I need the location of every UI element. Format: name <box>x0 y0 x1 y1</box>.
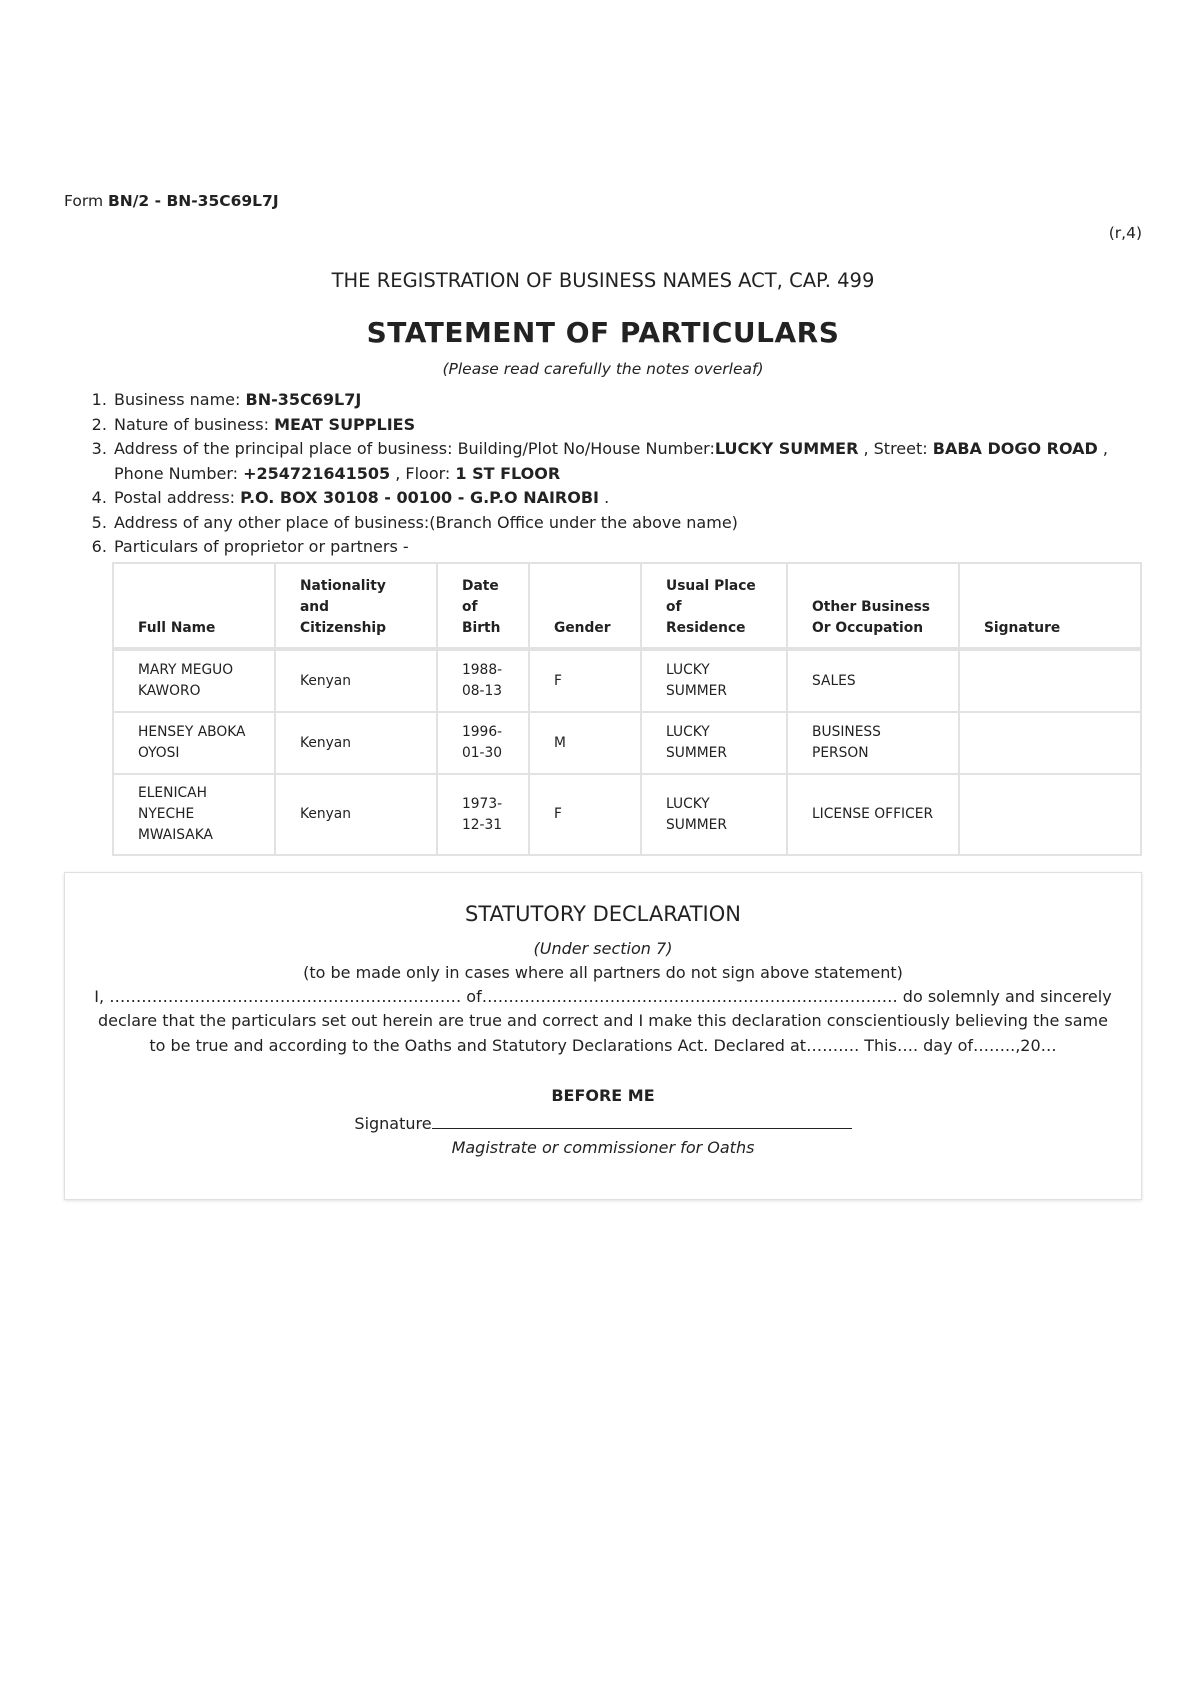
rule-reference: (r,4) <box>1108 224 1142 242</box>
table-row <box>113 774 1141 855</box>
cell-residence: LUCKY SUMMER <box>641 649 787 712</box>
form-code: BN/2 - BN-35C69L7J <box>107 192 279 210</box>
floor-label: , Floor: <box>390 463 456 483</box>
statutory-declaration-box <box>64 872 1142 1200</box>
nature-label: Nature of business: <box>114 414 275 434</box>
business-name-item <box>112 388 1142 413</box>
magistrate-caption: Magistrate or commissioner for Oaths <box>451 1138 755 1157</box>
form-prefix: Form <box>64 192 104 210</box>
floor-value: 1 ST FLOOR <box>455 463 561 483</box>
act-title: THE REGISTRATION OF BUSINESS NAMES ACT, CAP. 499 <box>331 269 875 292</box>
cell-full-name: MARY MEGUO KAWORO <box>113 649 275 712</box>
declaration-body: I, ………………………………………………………… of…………………………………………………………………… do solemnly and sincerely declare that the particulars set out herein are true and correct and I make this declaration conscientiously believing the same to be true and according to the Oaths and Statutory Declarations Act. Declared at………. This…. day of……..,20… <box>94 986 1112 1055</box>
form-reference <box>64 190 279 213</box>
street-label: , Street: <box>858 439 933 458</box>
declaration-title: STATUTORY DECLARATION <box>465 902 741 926</box>
phone-value: +254721641505 <box>243 463 391 483</box>
address-label: Address of the principal place of business: Building/Plot No/House Number: <box>114 439 715 458</box>
cell-occupation: BUSINESS PERSON <box>787 712 959 774</box>
cell-dob: 1988-08-13 <box>437 649 529 712</box>
cell-signature <box>959 774 1141 855</box>
cell-gender: F <box>529 649 641 712</box>
cell-nationality: Kenyan <box>275 774 437 855</box>
table-row <box>113 712 1141 774</box>
cell-dob: 1996-01-30 <box>437 712 529 774</box>
signature-label: Signature <box>354 1114 432 1133</box>
building-value: LUCKY SUMMER <box>714 439 859 458</box>
col-full-name: Full Name <box>113 563 275 649</box>
nature-of-business-item <box>112 413 1142 438</box>
col-dob: Date of Birth <box>437 563 529 649</box>
nature-value: MEAT SUPPLIES <box>274 414 416 434</box>
signature-underline <box>432 1110 852 1129</box>
postal-label: Postal address: <box>114 488 241 507</box>
cell-signature <box>959 649 1141 712</box>
cell-nationality: Kenyan <box>275 712 437 774</box>
table-row <box>113 649 1141 712</box>
partners-item: 6. Particulars of proprietor or partners - <box>112 535 1142 560</box>
col-occupation: Other Business Or Occupation <box>787 563 959 649</box>
col-signature: Signature <box>959 563 1141 649</box>
cell-signature <box>959 712 1141 774</box>
other-address-item: 5. Address of any other place of business:(Branch Office under the above name) <box>112 511 1142 536</box>
principal-address-item <box>112 437 1142 486</box>
postal-suffix: . <box>599 488 610 507</box>
declaration-condition: (to be made only in cases where all partners do not sign above statement) <box>303 962 903 982</box>
cell-full-name: HENSEY ABOKA OYOSI <box>113 712 275 774</box>
business-name-value: BN-35C69L7J <box>245 390 362 409</box>
declaration-section: (Under section 7) <box>533 938 673 958</box>
postal-value: P.O. BOX 30108 - 00100 - G.P.O NAIROBI <box>240 488 599 507</box>
page-title: STATEMENT OF PARTICULARS <box>366 316 840 349</box>
cell-dob: 1973-12-31 <box>437 774 529 855</box>
postal-address-item <box>112 486 1142 511</box>
partners-table-wrapper <box>112 562 1142 856</box>
cell-occupation: LICENSE OFFICER <box>787 774 959 855</box>
col-nationality: Nationality and Citizenship <box>275 563 437 649</box>
cell-gender: M <box>529 712 641 774</box>
table-header-row <box>113 563 1141 649</box>
col-gender: Gender <box>529 563 641 649</box>
partners-table <box>112 562 1142 856</box>
cell-gender: F <box>529 774 641 855</box>
cell-nationality: Kenyan <box>275 649 437 712</box>
street-value: BABA DOGO ROAD <box>932 439 1098 458</box>
cell-residence: LUCKY SUMMER <box>641 774 787 855</box>
signature-line <box>93 1110 1113 1136</box>
business-name-label: Business name: <box>114 390 246 409</box>
phone-label: , Phone Number: <box>114 439 1108 483</box>
cell-occupation: SALES <box>787 649 959 712</box>
particulars-list <box>64 388 1142 560</box>
col-residence: Usual Place of Residence <box>641 563 787 649</box>
before-me-label: BEFORE ME <box>551 1086 655 1105</box>
cell-residence: LUCKY SUMMER <box>641 712 787 774</box>
cell-full-name: ELENICAH NYECHE MWAISAKA <box>113 774 275 855</box>
instruction-note: (Please read carefully the notes overleaf) <box>442 360 764 378</box>
